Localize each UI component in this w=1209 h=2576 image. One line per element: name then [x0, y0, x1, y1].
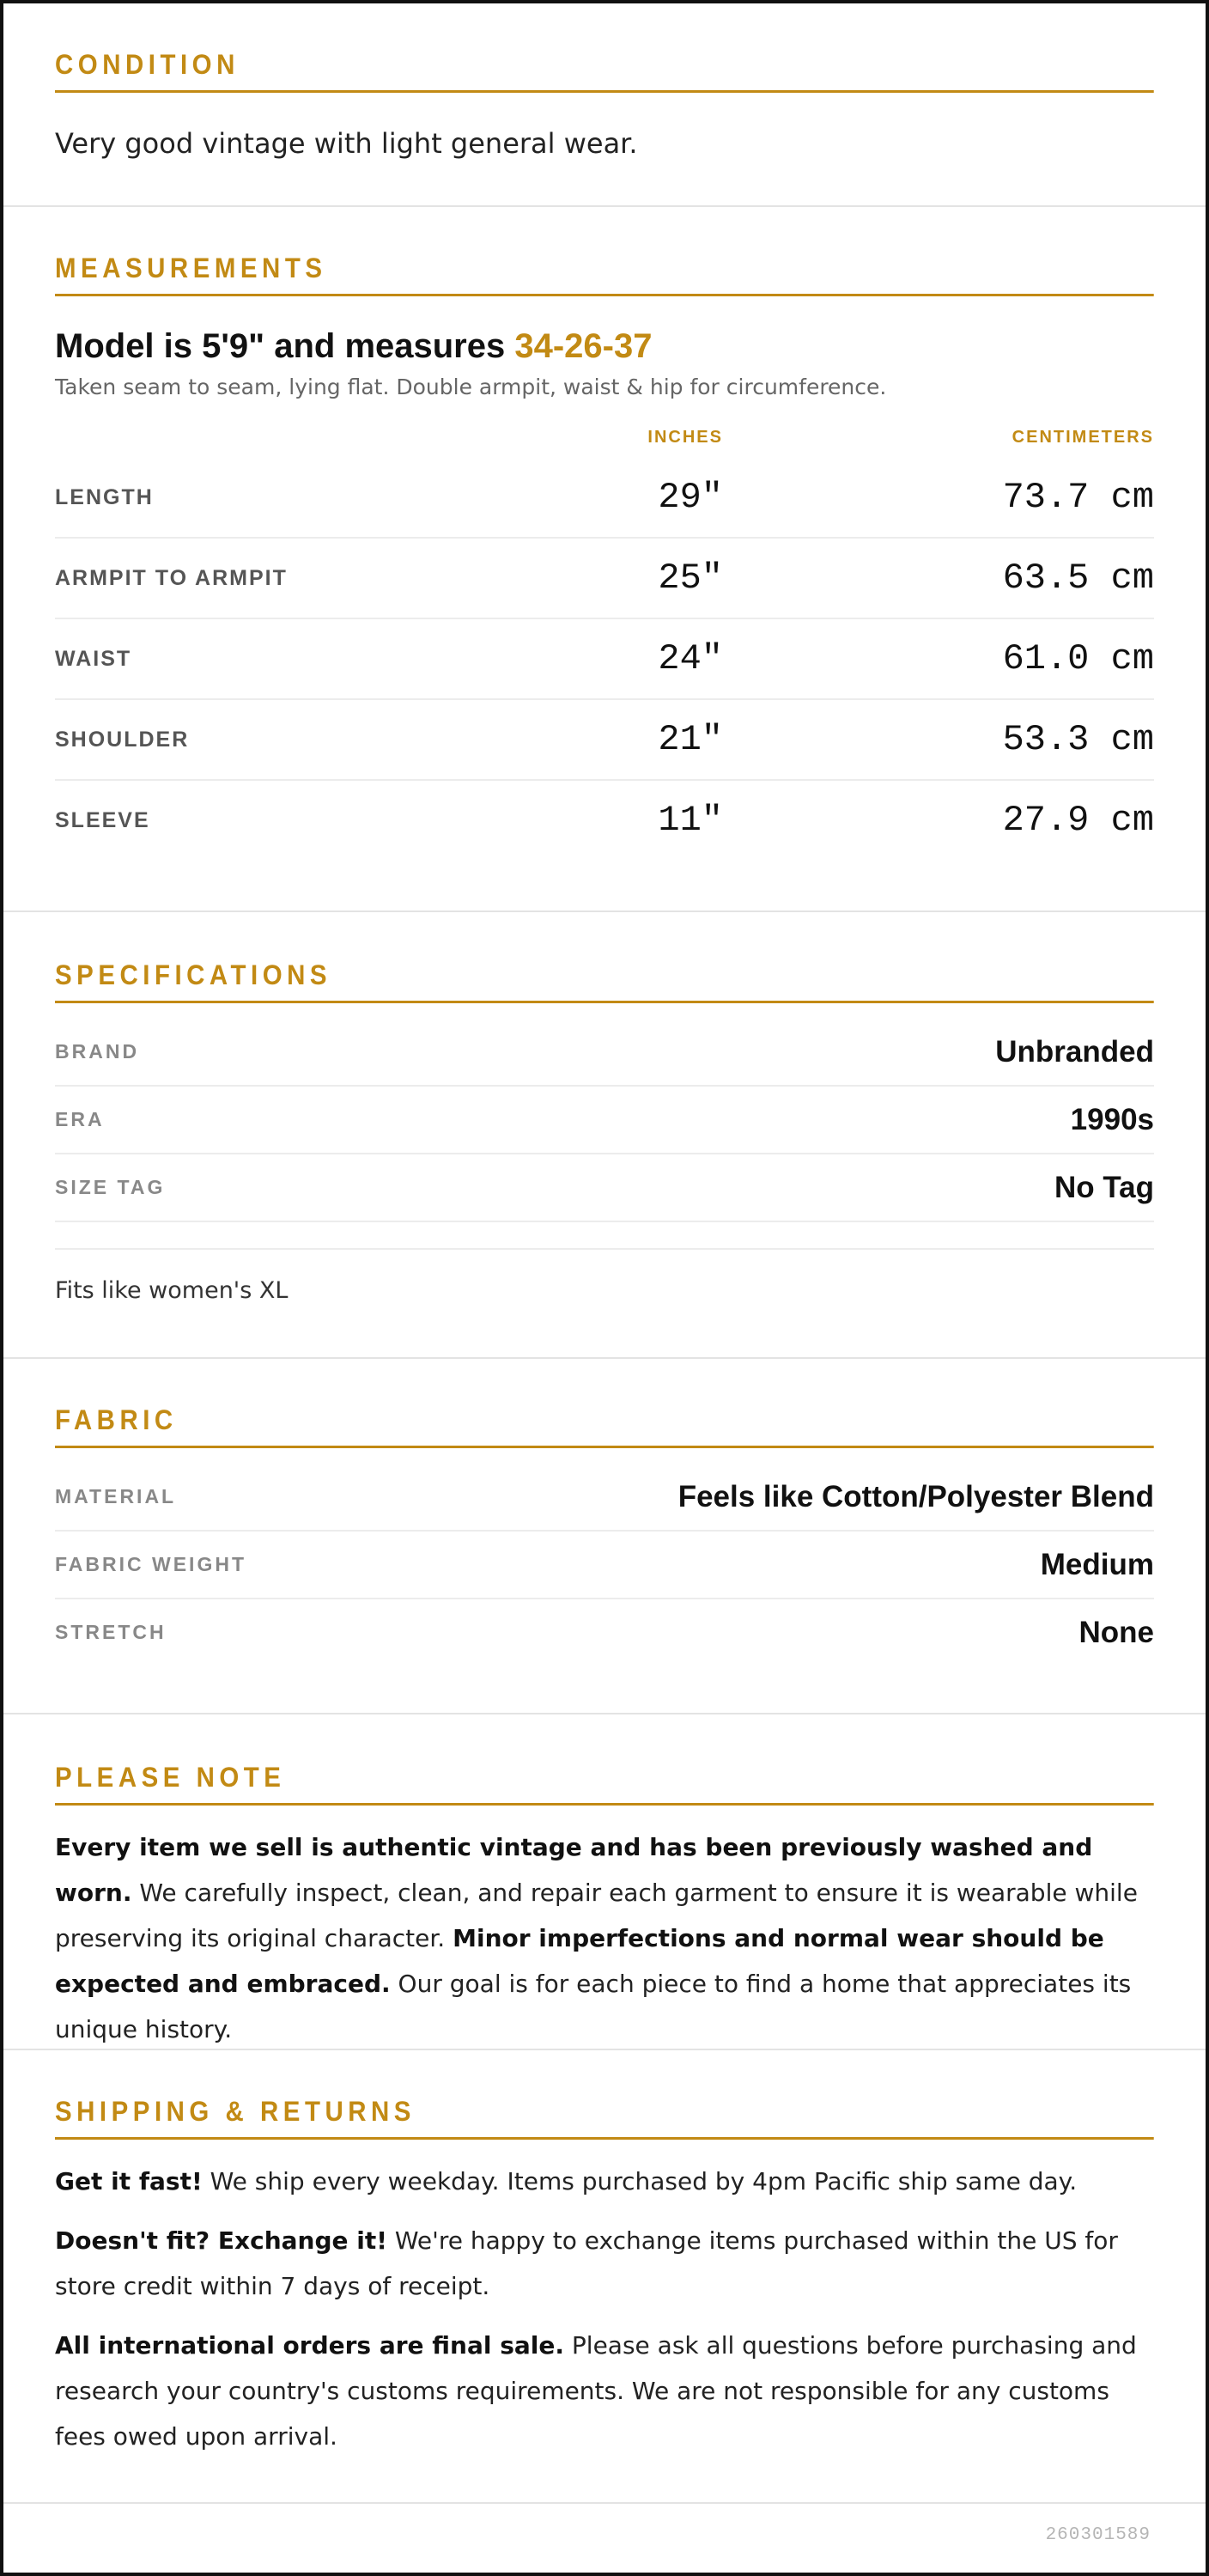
- inches-column-header: INCHES: [647, 427, 723, 447]
- specifications-section: [3, 912, 1206, 1359]
- measurement-inches: 24": [658, 638, 723, 680]
- please-note-text: [55, 1824, 1154, 2052]
- fabric-value: None: [1078, 1615, 1154, 1649]
- measurement-inches: 21": [658, 719, 723, 761]
- shipping-p1-text: We ship every weekday. Items purchased by 4pm Pacific ship same day.: [202, 2167, 1078, 2196]
- list-item: [55, 1154, 1154, 1222]
- fabric-label: MATERIAL: [55, 1485, 177, 1508]
- table-row: [55, 539, 1154, 619]
- shipping-section: [3, 2050, 1206, 2504]
- shipping-paragraph-1: [55, 2159, 1154, 2204]
- model-measurements: [55, 327, 1154, 366]
- measurement-column-headers: [55, 427, 1154, 448]
- condition-text: Very good vintage with light general wear.: [55, 127, 638, 161]
- item-code: 260301589: [1045, 2525, 1151, 2545]
- measurement-label: SLEEVE: [55, 807, 150, 832]
- measurement-cm: 53.3 cm: [1002, 719, 1154, 761]
- centimeters-column-header: CENTIMETERS: [1012, 427, 1154, 447]
- fit-note: Fits like women's XL: [55, 1277, 289, 1305]
- please-note-bold-1: Every item we sell is authentic vintage and has been previously washed and worn.: [55, 1833, 1093, 1908]
- measurement-cm: 73.7 cm: [1002, 477, 1154, 519]
- shipping-heading: SHIPPING & RETURNS: [55, 2097, 1154, 2140]
- measurement-note: Taken seam to seam, lying flat. Double armpit, waist & hip for circumference.: [55, 375, 887, 400]
- fabric-label: FABRIC WEIGHT: [55, 1553, 246, 1576]
- shipping-p2-bold: Doesn't fit? Exchange it!: [55, 2226, 387, 2256]
- measurement-label: ARMPIT TO ARMPIT: [55, 565, 288, 590]
- please-note-section: [3, 1714, 1206, 2050]
- table-row: [55, 700, 1154, 781]
- table-row: [55, 619, 1154, 700]
- spec-label: BRAND: [55, 1040, 140, 1063]
- measurements-table: [55, 458, 1154, 860]
- spec-value: No Tag: [1054, 1170, 1154, 1204]
- list-item: [55, 1599, 1154, 1666]
- measurements-section: [3, 207, 1206, 912]
- list-item: [55, 1019, 1154, 1087]
- fabric-section: [3, 1359, 1206, 1714]
- measurement-inches: 29": [658, 477, 723, 519]
- measurement-inches: 11": [658, 800, 723, 842]
- spec-value: 1990s: [1070, 1102, 1154, 1136]
- please-note-text-2: Our goal is for each piece to find a home that appreciates its unique history.: [55, 1970, 1132, 2044]
- table-row: [55, 781, 1154, 860]
- fabric-heading: FABRIC: [55, 1405, 1154, 1448]
- shipping-p2-text: We're happy to exchange items purchased within the US for store credit within 7 days of receipt.: [55, 2226, 1118, 2301]
- measurements-heading: MEASUREMENTS: [55, 253, 1154, 296]
- list-item: [55, 1532, 1154, 1599]
- please-note-text-1: We carefully inspect, clean, and repair each garment to ensure it is wearable while preserving its original character.: [55, 1879, 1138, 1953]
- measurement-label: SHOULDER: [55, 727, 190, 752]
- fabric-list: [55, 1464, 1154, 1666]
- shipping-p3-bold: All international orders are final sale.: [55, 2331, 565, 2360]
- list-item: [55, 1087, 1154, 1154]
- model-prefix: Model is 5'9" and measures: [55, 327, 515, 366]
- measurement-label: WAIST: [55, 646, 132, 671]
- list-item: [55, 1464, 1154, 1532]
- measurement-label: LENGTH: [55, 484, 154, 509]
- shipping-paragraph-3: [55, 2323, 1154, 2459]
- specifications-list: [55, 1019, 1154, 1222]
- shipping-p3-text: Please ask all questions before purchasing and research your country's customs requirements. We are not responsible for any customs fees owed upon arrival.: [55, 2331, 1137, 2451]
- fit-note-divider: [55, 1248, 1154, 1250]
- please-note-bold-2: Minor imperfections and normal wear should be expected and embraced.: [55, 1924, 1104, 1999]
- spec-value: Unbranded: [995, 1034, 1154, 1069]
- model-measures-value: 34-26-37: [514, 327, 653, 366]
- shipping-p1-bold: Get it fast!: [55, 2167, 203, 2196]
- table-row: [55, 458, 1154, 539]
- fabric-label: STRETCH: [55, 1621, 167, 1644]
- condition-section: [3, 3, 1206, 207]
- spec-label: SIZE TAG: [55, 1176, 166, 1199]
- measurement-cm: 27.9 cm: [1002, 800, 1154, 842]
- condition-heading: CONDITION: [55, 50, 1154, 93]
- fabric-value: Medium: [1040, 1547, 1154, 1581]
- please-note-heading: PLEASE NOTE: [55, 1763, 1154, 1806]
- fabric-value: Feels like Cotton/Polyester Blend: [677, 1479, 1154, 1513]
- shipping-paragraph-2: [55, 2218, 1154, 2309]
- measurement-inches: 25": [658, 557, 723, 600]
- measurement-cm: 63.5 cm: [1002, 557, 1154, 600]
- measurement-cm: 61.0 cm: [1002, 638, 1154, 680]
- spec-label: ERA: [55, 1108, 105, 1131]
- specifications-heading: SPECIFICATIONS: [55, 960, 1154, 1003]
